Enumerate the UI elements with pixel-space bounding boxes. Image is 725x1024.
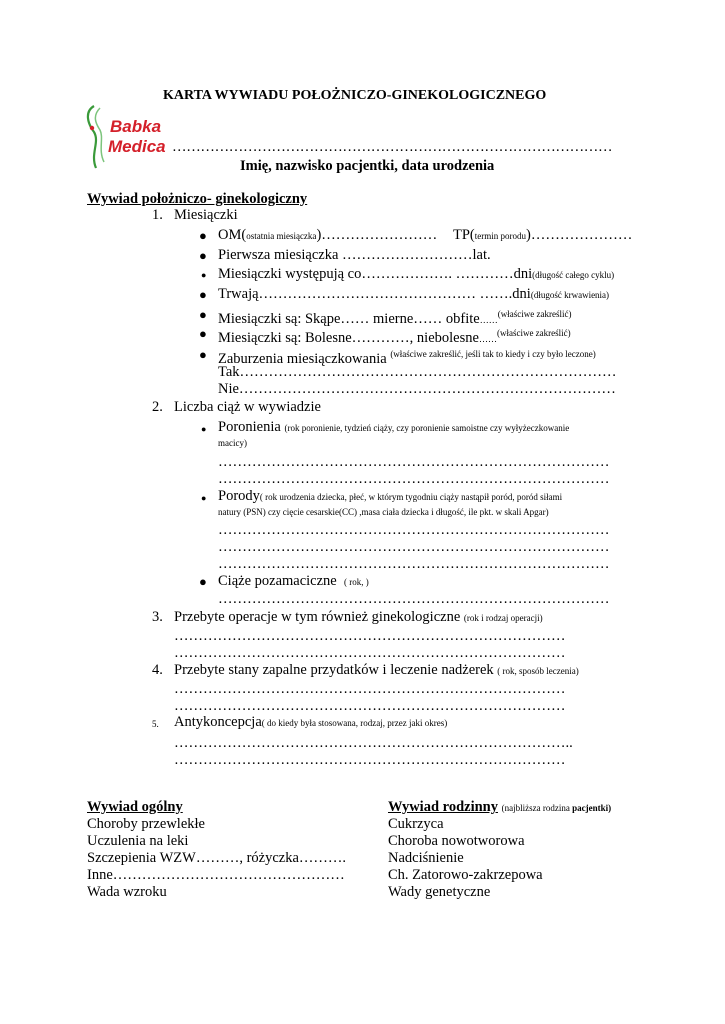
item1-label: Miesiączki [174, 207, 238, 223]
bullet-icon: ● [201, 424, 207, 434]
inflammation-line[interactable]: ……………………………………………………………………… [174, 698, 566, 714]
inflammation-line[interactable]: ……………………………………………………………………… [174, 681, 566, 697]
operations-line[interactable]: ……………………………………………………………………… [174, 645, 566, 661]
logo-line2: Medica [108, 137, 166, 156]
bullet-icon: ● [199, 326, 207, 341]
item5-label: Antykoncepcja( do kiedy była stosowana, rodzaj, przez jaki okres) [174, 714, 448, 730]
patient-dots[interactable]: ………………………………………………………………………………… [172, 139, 613, 155]
general-item[interactable]: Szczepienia WZW………, różyczka………. [87, 850, 347, 866]
births-label: Porody( rok urodzenia dziecka, płeć, w którym tygodniu ciąży nastąpił poród, poród siłami [218, 488, 563, 504]
ectopic-line[interactable]: ……………………………………………………………………… [218, 591, 610, 607]
general-item[interactable]: Inne………………………………………… [87, 867, 345, 883]
section-obstetric-heading: Wywiad położniczo- ginekologiczny [87, 191, 308, 207]
tp-field[interactable]: TP(termin porodu)………………… [453, 227, 633, 243]
contraception-line[interactable]: ……………………………………………………………………….. [174, 735, 573, 751]
miscarriage-line[interactable]: ……………………………………………………………………… [218, 454, 610, 470]
item2-number: 2. [152, 399, 163, 415]
bleeding-field[interactable]: Trwają……………………………………… …….dni(długość krwawienia) [218, 286, 610, 302]
births-line[interactable]: ……………………………………………………………………… [218, 539, 610, 555]
item2-label: Liczba ciąż w wywiadzie [174, 399, 321, 415]
amount-field[interactable]: Miesiączki są: Skąpe…… mierne…… obfite……$^{(właściwe zakreślić)}$ [218, 309, 572, 327]
births-line[interactable]: ……………………………………………………………………… [218, 556, 610, 572]
first-period-field[interactable]: Pierwsza miesiączka ………………………lat. [218, 247, 491, 263]
family-item[interactable]: Nadciśnienie [388, 850, 464, 866]
bullet-icon: ● [199, 347, 207, 362]
general-heading: Wywiad ogólny [87, 799, 183, 815]
logo-line1: Babka [110, 117, 162, 136]
bullet-icon: ● [199, 307, 207, 322]
item3-number: 3. [152, 609, 163, 625]
ectopic-label: Ciąże pozamaciczne ( rok, ) [218, 573, 369, 589]
family-heading: Wywiad rodzinny (najbliższa rodzina pacjentki) [388, 799, 612, 815]
family-item[interactable]: Ch. Zatorowo-zakrzepowa [388, 867, 543, 883]
contraception-line[interactable]: ……………………………………………………………………… [174, 752, 566, 768]
item3-label: Przebyte operacje w tym również ginekologiczne (rok i rodzaj operacji) [174, 609, 543, 625]
patient-label: Imię, nazwisko pacjentki, data urodzenia [240, 158, 495, 174]
bullet-icon: ● [201, 270, 207, 280]
page-title: KARTA WYWIADU POŁOŻNICZO-GINEKOLOGICZNEGO [163, 88, 547, 103]
family-item[interactable]: Cukrzyca [388, 816, 444, 832]
disorders-no-field[interactable]: Nie…………………………………………………………………… [218, 381, 616, 397]
item4-number: 4. [152, 662, 163, 678]
item4-label: Przebyte stany zapalne przydatków i leczenie nadżerek ( rok, sposób leczenia) [174, 662, 579, 678]
general-item[interactable]: Wada wzroku [87, 884, 167, 900]
miscarriage-line[interactable]: ……………………………………………………………………… [218, 471, 610, 487]
cycle-field[interactable]: Miesiączki występują co………………. …………dni(długość całego cyklu) [218, 266, 615, 282]
bullet-icon: ● [199, 287, 207, 302]
babka-medica-logo [80, 102, 170, 174]
general-item[interactable]: Uczulenia na leki [87, 833, 189, 849]
general-item[interactable]: Choroby przewlekłe [87, 816, 205, 832]
births-note-cont: natury (PSN) czy cięcie cesarskie(CC) ,masa ciała dziecka i długość, ile pkt. w skali Apgar) [218, 507, 549, 517]
pain-field[interactable]: Miesiączki są: Bolesne…………, niebolesne……$^{(właściwe zakreślić)}$ [218, 328, 571, 346]
item5-number: 5. [152, 719, 159, 729]
disorders-yes-field[interactable]: Tak…………………………………………………………………… [218, 364, 617, 380]
births-line[interactable]: ……………………………………………………………………… [218, 522, 610, 538]
miscarriage-label: Poronienia (rok poronienie, tydzień ciąży, czy poronienie samoistne czy wyłyżeczkowanie [218, 419, 570, 435]
om-field[interactable]: OM(ostatnia miesiączka)…………………… [218, 227, 438, 243]
bullet-icon: ● [201, 493, 207, 503]
disorders-label: Zaburzenia miesiączkowania $^{(właściwe zakreślić, jeśli tak to kiedy i czy było leczone)}$ [218, 349, 596, 367]
family-item[interactable]: Wady genetyczne [388, 884, 491, 900]
family-item[interactable]: Choroba nowotworowa [388, 833, 525, 849]
bullet-icon: ● [199, 574, 207, 589]
operations-line[interactable]: ……………………………………………………………………… [174, 628, 566, 644]
bullet-icon: ● [199, 248, 207, 263]
item1-number: 1. [152, 207, 163, 223]
bullet-icon: ● [199, 228, 207, 243]
miscarriage-note-cont: macicy) [218, 438, 247, 448]
